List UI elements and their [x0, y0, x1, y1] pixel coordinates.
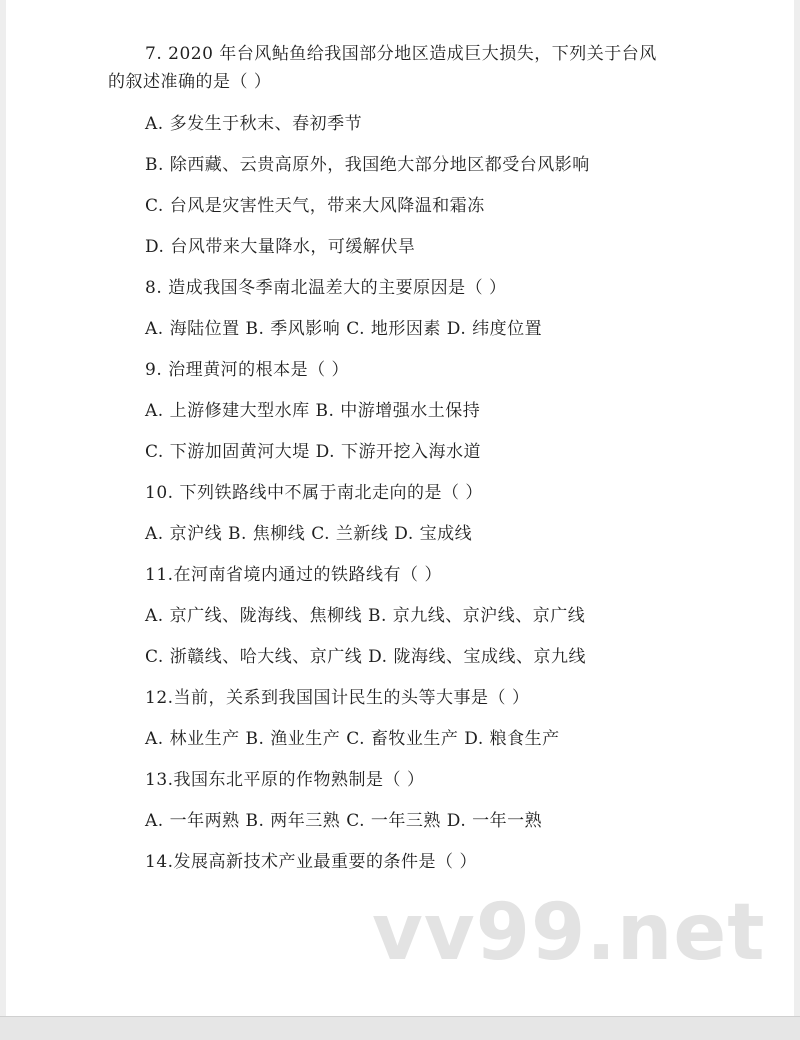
question-12-stem: 12.当前，关系到我国国计民生的头等大事是（ ）: [145, 688, 530, 708]
question-7-stem-line1: 7. 2020 年台风鲇鱼给我国部分地区造成巨大损失，下列关于台风: [145, 44, 657, 64]
watermark: vv99.net: [372, 888, 766, 978]
page-bottom-edge: [0, 1016, 800, 1040]
question-10-options: A. 京沪线 B. 焦柳线 C. 兰新线 D. 宝成线: [145, 524, 473, 544]
question-7-stem-line2: 的叙述准确的是（ ）: [108, 72, 272, 92]
question-14-stem: 14.发展高新技术产业最重要的条件是（ ）: [145, 852, 477, 872]
page-edge-left: [0, 0, 6, 1020]
question-7-option-c: C. 台风是灾害性天气，带来大风降温和霜冻: [145, 196, 485, 216]
question-11-options-line2: C. 浙赣线、哈大线、京广线 D. 陇海线、宝成线、京九线: [145, 647, 586, 667]
question-13-options: A. 一年两熟 B. 两年三熟 C. 一年三熟 D. 一年一熟: [145, 811, 543, 831]
page-edge-right: [794, 0, 800, 1020]
question-11-stem: 11.在河南省境内通过的铁路线有（ ）: [145, 565, 442, 585]
question-9-options-line1: A. 上游修建大型水库 B. 中游增强水土保持: [145, 401, 481, 421]
question-7-option-d: D. 台风带来大量降水，可缓解伏旱: [145, 237, 416, 257]
question-9-stem: 9. 治理黄河的根本是（ ）: [145, 360, 350, 380]
question-11-options-line1: A. 京广线、陇海线、焦柳线 B. 京九线、京沪线、京广线: [145, 606, 586, 626]
question-10-stem: 10. 下列铁路线中不属于南北走向的是（ ）: [145, 483, 483, 503]
question-13-stem: 13.我国东北平原的作物熟制是（ ）: [145, 770, 425, 790]
question-7-option-b: B. 除西藏、云贵高原外，我国绝大部分地区都受台风影响: [145, 155, 590, 175]
question-8-stem: 8. 造成我国冬季南北温差大的主要原因是（ ）: [145, 278, 507, 298]
question-7-option-a: A. 多发生于秋末、春初季节: [145, 114, 363, 134]
question-12-options: A. 林业生产 B. 渔业生产 C. 畜牧业生产 D. 粮食生产: [145, 729, 560, 749]
question-9-options-line2: C. 下游加固黄河大堤 D. 下游开挖入海水道: [145, 442, 481, 462]
question-8-options: A. 海陆位置 B. 季风影响 C. 地形因素 D. 纬度位置: [145, 319, 543, 339]
